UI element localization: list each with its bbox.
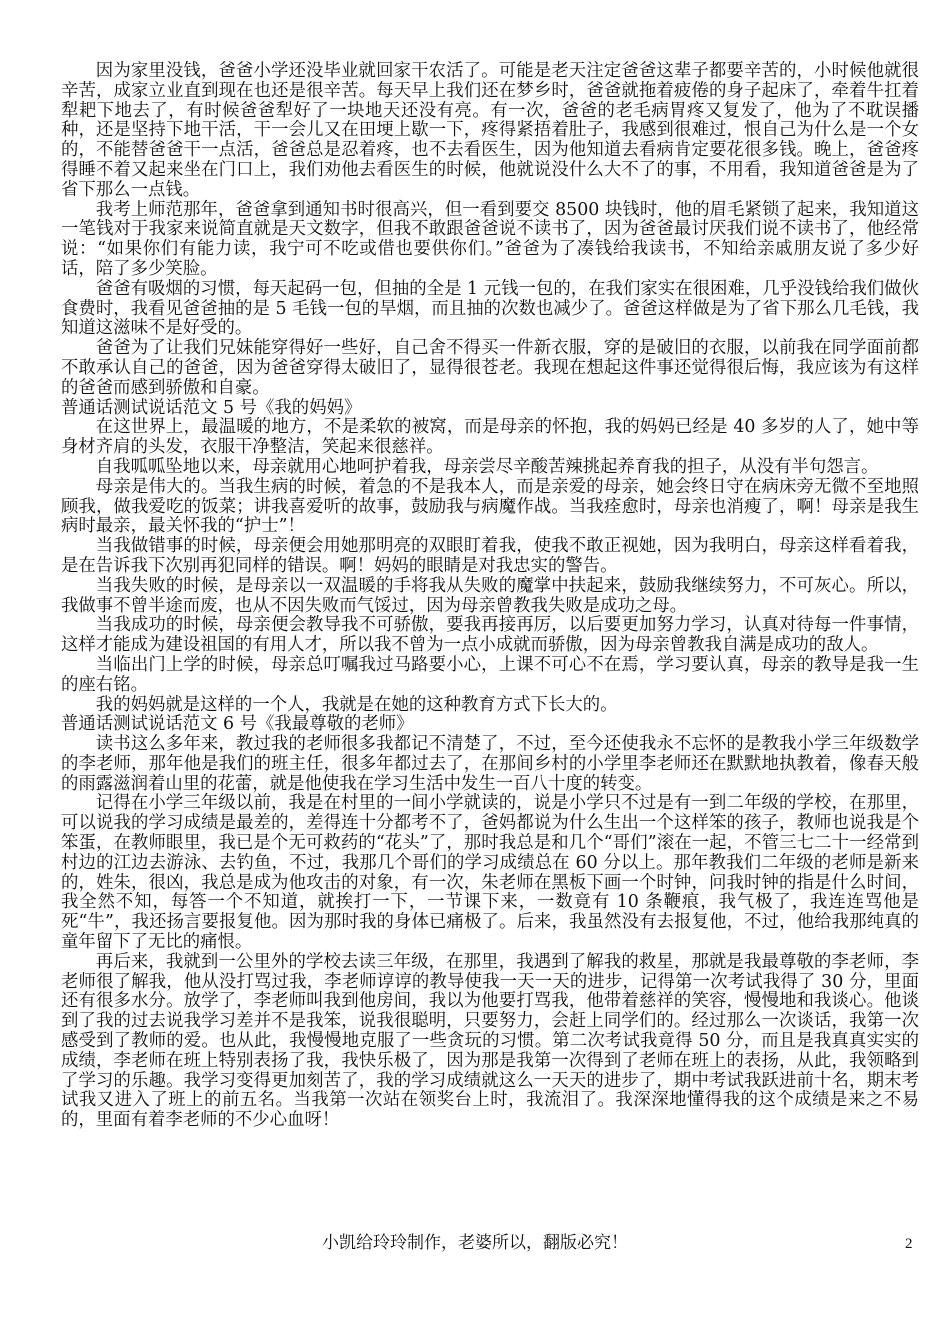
paragraph: 记得在小学三年级以前，我是在村里的一间小学就读的，说是小学只不过是有一到二年级的学校，在那里，可以说我的学习成绩是最差的，差得连十分都考不了，爸妈都说为什么生出一个这样笨的孩子，教师也说我是个笨蛋，在教师眼里，我已是个无可救药的“花头”了，那时我总是和几个“哥们”滚在一起，不管三七二十一经常到村边的江边去游泳、去钓鱼，不过，我那几个哥们的学习成绩总在 60 分以上。那年教我们二年级的老师是新来的，姓朱，很凶，我总是成为他攻击的对象，有一次，朱老师在黑板下画一个时钟，问我时钟的指是什么时间，我全然不知，每答一个不知道，就挨打一下，一节课下来，一数竟有 10 条鞭痕，我气极了，我连连骂他是死“牛”，我还扬言要报复他。因为那时我的身体已痛极了。后来，我虽然没有去报复他，不过，他给我那纯真的童年留下了无比的痛恨。 [61, 793, 919, 953]
paragraph: 我考上师范那年，爸爸拿到通知书时很高兴，但一看到要交 8500 块钱时，他的眉毛紧锁了起来，我知道这一笔钱对于我家来说简直就是天文数字，但我不敢跟爸爸说不读书了，因为爸爸最讨厌我们说不读书了，他经常说：“如果你们有能力读，我宁可不吃或借也要供你们。”爸爸为了凑钱给我读书，不知给亲戚朋友说了多少好话，陪了多少笑脸。 [61, 199, 919, 279]
paragraph: 自我呱呱坠地以来，母亲就用心地呵护着我，母亲尝尽辛酸苦辣挑起养育我的担子，从没有半句怨言。 [95, 456, 879, 477]
paragraph: 我的妈妈就是这样的一个人，我就是在她的这种教育方式下长大的。 [95, 694, 618, 715]
paragraph: 当我失败的时候，是母亲以一双温暖的手将我从失败的魔掌中扶起来，鼓励我继续努力，不可灰心。所以，我做事不曾半途而废，也从不因失败而气馁过，因为母亲曾教我失败是成功之母。 [61, 575, 919, 616]
paragraph: 当临出门上学的时候，母亲总叮嘱我过马路要小心，上课不可心不在焉，学习要认真，母亲的教导是我一生的座右铭。 [61, 654, 919, 695]
page-number: 2 [905, 1236, 913, 1252]
paragraph: 读书这么多年来，教过我的老师很多我都记不清楚了，不过，至今还使我永不忘怀的是教我小学三年级数学的李老师，那年他是我们的班主任，很多年都过去了，在那间乡村的小学里李老师还在默默地执教着，像春天般的雨露滋润着山里的花蕾，就是他使我在学习生活中发生一百八十度的转变。 [61, 734, 919, 794]
paragraph: 当我成功的时候，母亲便会教导我不可骄傲，要我再接再厉，以后要更加努力学习，认真对待每一件事情，这样才能成为建设祖国的有用人才，所以我不曾为一点小成就而骄傲，因为母亲曾教我自满是成功的敌人。 [61, 615, 919, 656]
footer-credit: 小凯给玲玲制作，老婆所以，翻版必究！ [322, 1233, 628, 1253]
paragraph: 当我做错事的时候，母亲便会用她那明亮的双眼盯着我，使我不敢正视她，因为我明白，母亲这样看着我，是在告诉我下次别再犯同样的错误。啊！妈妈的眼睛是对我忠实的警告。 [61, 536, 919, 576]
document-body [61, 62, 919, 1131]
section-heading: 普通话测试说话范文 5 号《我的妈妈》 [61, 397, 362, 418]
paragraph: 在这世界上，最温暖的地方，不是柔软的被窝，而是母亲的怀抱，我的妈妈已经是 40 多岁的人了，她中等身材齐肩的头发，衣服干净整洁，笑起来很慈祥。 [61, 417, 919, 458]
paragraph: 母亲是伟大的。当我生病的时候，着急的不是我本人，而是亲爱的母亲，她会终日守在病床旁无微不至地照顾我，做我爱吃的饭菜；讲我喜爱听的故事，鼓励我与病魔作战。当我痊愈时，母亲也消瘦了，啊！母亲是我生病时最亲，最关怀我的“护士”！ [61, 476, 919, 537]
paragraph: 再后来，我就到一公里外的学校去读三年级，在那里，我遇到了解我的救星，那就是我最尊敬的李老师，李老师很了解我，他从没打骂过我，李老师谆谆的教导使我一天一天的进步，记得第一次考试我得了 30 分，里面还有很多水分。放学了，李老师叫我到他房间，我以为他要打骂我，他带着慈祥的笑容，慢慢地和我谈心。他谈到了我的过去说我学习差并不是我笨，说我很聪明，只要努力，会赶上同学们的。经过那么一次谈话，我第一次感受到了教师的爱。也从此，我慢慢地克服了一些贪玩的习惯。第二次考试我竟得 50 分，而且是我真真实实的成绩，李老师在班上特别表扬了我，我快乐极了，因为那是我第一次得到了老师在班上的表扬，从此，我领略到了学习的乐趣。我学习变得更加刻苦了，我的学习成绩就这么一天天的进步了，期中考试我跃进前十名，期末考试我又进入了班上的前五名。当我第一次站在领奖台上时，我流泪了。我深深地懂得我的这个成绩是来之不易的，里面有着李老师的不少心血呀！ [61, 951, 919, 1131]
paragraph: 爸爸为了让我们兄妹能穿得好一些好，自己舍不得买一件新衣服，穿的是破旧的衣服，以前我在同学面前都不敢承认自己的爸爸，因为爸爸穿得太破旧了，显得很苍老。我现在想起这件事还觉得很后悔，我应该为有这样的爸爸而感到骄傲和自豪。 [61, 338, 919, 398]
paragraph: 爸爸有吸烟的习惯，每天起码一包，但抽的全是 1 元钱一包的，在我们家实在很困难，几乎没钱给我们做伙食费时，我看见爸爸抽的是 5 毛钱一包的旱烟，而且抽的次数也减少了。爸爸这样做是为了省下那么几毛钱，我知道这滋味不是好受的。 [61, 278, 919, 339]
section-heading: 普通话测试说话范文 6 号《我最尊敬的老师》 [61, 714, 414, 735]
paragraph: 因为家里没钱，爸爸小学还没毕业就回家干农活了。可能是老天注定爸爸这辈子都要辛苦的，小时候他就很辛苦，成家立业直到现在也还是很辛苦。每天早上我们还在梦乡时，爸爸就拖着疲倦的身子起床了，牵着牛扛着犁耙下地去了，有时候爸爸犁好了一块地天还没有亮。有一次，爸爸的老毛病胃疼又复发了，他为了不耽误播种，还是坚持下地干活，干一会儿又在田埂上歇一下，疼得紧捂着肚子，我感到很难过，恨自己为什么是一个女的，不能替爸爸干一点活，爸爸总是忍着疼，也不去看医生，因为他知道去看病肯定要花很多钱。晚上，爸爸疼得睡不着又起来坐在门口上，我们劝他去看医生的时候，他就说没什么大不了的事，不用看，我知道爸爸是为了省下那么一点钱。 [61, 61, 919, 200]
